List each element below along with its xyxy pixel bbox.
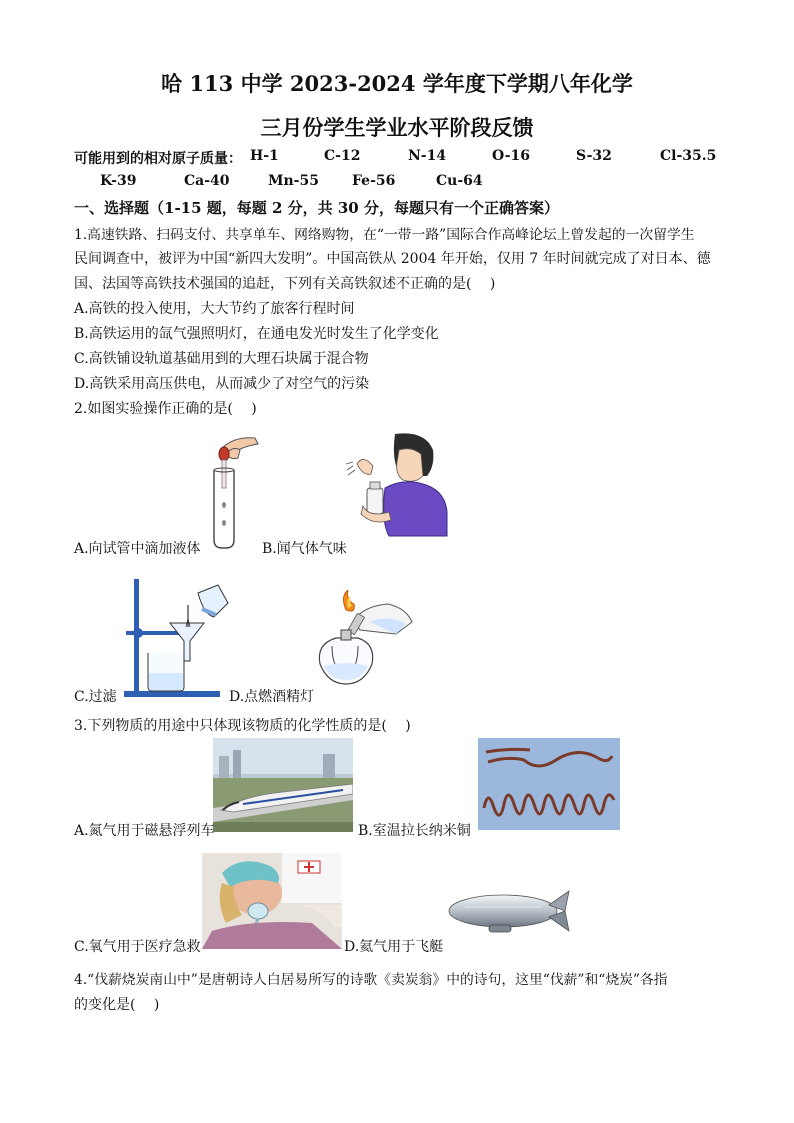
q3-option-b-label: B.室温拉长纳米铜 (358, 823, 471, 839)
atomic-mass-label: 可能用到的相对原子质量： (74, 151, 242, 167)
q2-option-a-label: A.向试管中滴加液体 (74, 541, 201, 557)
q1-stem-line: 国、法国等高铁技术强国的追赶，下列有关高铁叙述不正确的是( ) (74, 276, 496, 292)
q3-stem: 3.下列物质的用途中只体现该物质的化学性质的是( ) (74, 718, 411, 734)
q2-option-c-label: C.过滤 (74, 689, 117, 705)
atomic-mass-item: S-32 (576, 148, 612, 164)
exam-subtitle: 三月份学生学业水平阶段反馈 (260, 115, 534, 140)
maglev-train-photo (213, 738, 353, 832)
q4-stem-line: 4.“伐薪烧炭南山中”是唐朝诗人白居易所写的诗歌《卖炭翁》中的诗句，这里“伐薪”和“烧炭”各指 (74, 972, 668, 988)
q2-stem: 2.如图实验操作正确的是( ) (74, 401, 257, 417)
q1-option-b: B.高铁运用的氙气强照明灯，在通电发光时发生了化学变化 (74, 326, 439, 342)
atomic-mass-item: Ca-40 (184, 173, 230, 189)
q2-option-d-label: D.点燃酒精灯 (229, 689, 315, 705)
atomic-mass-item: O-16 (492, 148, 531, 164)
section-heading: 一、选择题（1-15 题，每题 2 分，共 30 分，每题只有一个正确答案） (74, 199, 559, 217)
q1-option-c: C.高铁铺设轨道基础用到的大理石块属于混合物 (74, 351, 369, 367)
q3-option-d-label: D.氦气用于飞艇 (344, 939, 444, 955)
exam-title: 哈 113 中学 2023-2024 学年度下学期八年化学 (161, 71, 633, 96)
airship-photo (445, 885, 573, 945)
q1-option-d: D.高铁采用高压供电，从而减少了对空气的污染 (74, 376, 370, 392)
alcohol-lamp-figure (310, 590, 418, 690)
nano-copper-photo (478, 738, 620, 830)
q3-option-a-label: A.氮气用于磁悬浮列车 (74, 823, 215, 839)
q1-option-a: A.高铁的投入使用，大大节约了旅客行程时间 (74, 301, 355, 317)
smelling-gas-figure (345, 432, 450, 540)
q1-stem-line: 1.高速铁路、扫码支付、共享单车、网络购物，在“一带一路”国际合作高峰论坛上曾发起的一次留学生 (74, 227, 695, 243)
oxygen-medical-photo (202, 853, 342, 949)
atomic-mass-item: N-14 (408, 148, 447, 164)
atomic-mass-item: Cl-35.5 (660, 148, 717, 164)
atomic-mass-item: C-12 (324, 148, 361, 164)
atomic-mass-item: H-1 (250, 148, 279, 164)
atomic-mass-item: Mn-55 (268, 173, 319, 189)
q1-stem-line: 民间调查中，被评为中国“新四大发明”。中国高铁从 2004 年开始，仅用 7 年时间就完成了对日本、德 (74, 251, 711, 267)
atomic-mass-item: K-39 (100, 173, 137, 189)
q4-stem-line: 的变化是( ) (74, 997, 160, 1013)
q2-option-b-label: B.闻气体气味 (262, 541, 347, 557)
q3-option-c-label: C.氧气用于医疗急救 (74, 939, 201, 955)
atomic-mass-item: Cu-64 (436, 173, 483, 189)
filtration-figure (118, 575, 233, 699)
atomic-mass-item: Fe-56 (352, 173, 396, 189)
dropper-test-tube-figure (200, 430, 270, 552)
